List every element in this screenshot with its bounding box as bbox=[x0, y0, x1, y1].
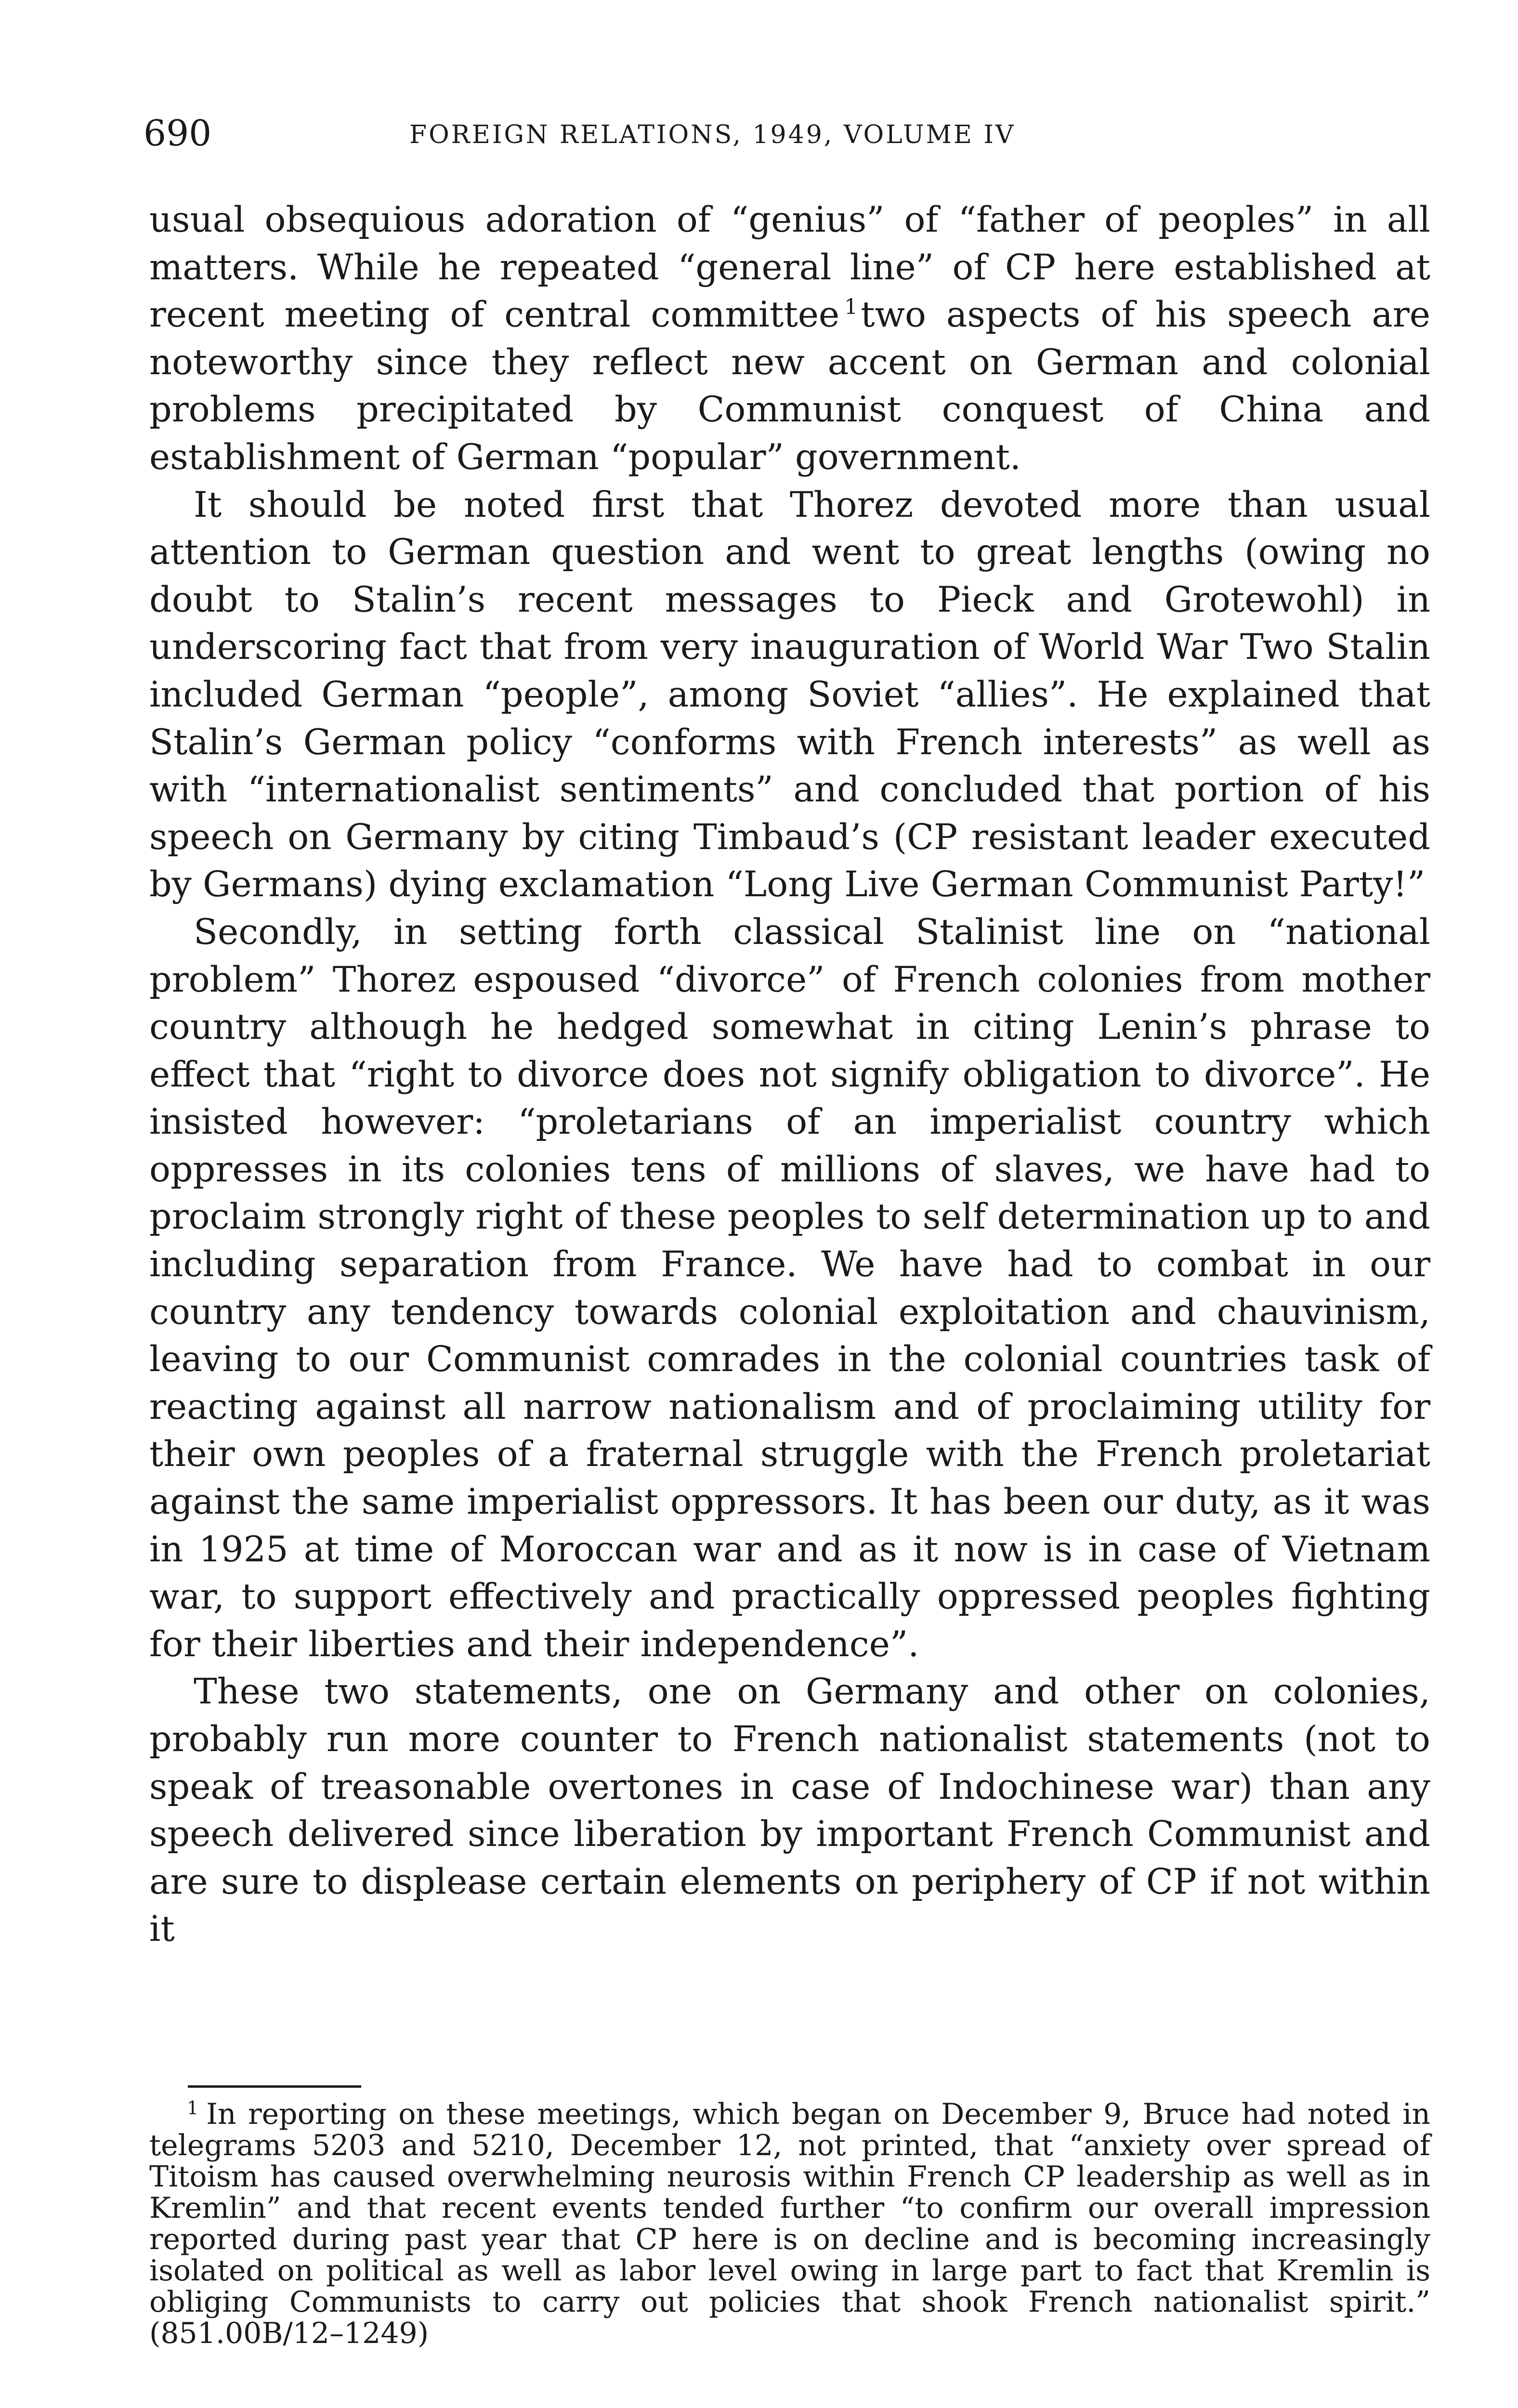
page-number: 690 bbox=[144, 113, 212, 154]
footnote-marker: 1 bbox=[187, 2097, 199, 2119]
running-head: FOREIGN RELATIONS, 1949, VOLUME IV bbox=[409, 120, 1016, 149]
paragraph-3: Secondly, in setting forth classical Stalinist line on “national problem” Thorez espoused “divorce” of French colonies from mother country although he hedged somewhat in citing Lenin’s phrase to effect that “right to divorce does not signify obligation to divorce”. He insisted however: “proletarians of an imperialist country which oppresses in its colonies tens of millions of slaves, we have had to proclaim strongly right of these peoples to self determination up to and including separation from France. We have had to combat in our country any tendency towards colonial exploitation and chauvinism, leaving to our Communist comrades in the colonial countries task of reacting against all narrow nationalism and of proclaiming utility for their own peoples of a fraternal struggle with the French proletariat against the same imperialist oppressors. It has been our duty, as it was in 1925 at time of Moroccan war and as it now is in case of Vietnam war, to support effectively and practically oppressed peoples fighting for their liberties and their independence”. bbox=[149, 911, 1430, 1665]
footnote-divider bbox=[188, 2085, 361, 2088]
footnote-text: In reporting on these meetings, which began on December 9, Bruce had noted in telegrams 5203 and 5210, December 12, not printed, that “anxiety over spread of Titoism has caused overwhelming neurosis within French CP leadership as well as in Kremlin” and that recent events tended further “to confirm our overall impression reported during past year that CP here is on decline and is becoming increasingly isolated on political as well as labor level owing in large part to fact that Kremlin is obliging Communists to carry out policies that shook French nationalist spirit.” (851.00B/12–1249) bbox=[149, 2097, 1430, 2350]
paragraph-4: These two statements, one on Germany and other on colonies, probably run more counter to French nationalist statements (not to speak of treasonable overtones in case of Indochinese war) than any speech delivered since liberation by important French Communist and are sure to displease certain elements on periphery of CP if not within it bbox=[149, 1671, 1430, 1950]
body-text bbox=[149, 196, 1430, 1953]
paragraph-1-text: usual obsequious adoration of “genius” of “father of peoples” in all matters. While he repeated “general line” of CP here established at recent meeting of central committee bbox=[149, 199, 1430, 336]
paragraph-1-continuation: two aspects of his speech are noteworthy since they reflect new accent on German and colonial problems precipitated by Communist conquest of China and establishment of German “popular” government. bbox=[149, 294, 1430, 478]
paragraph-2: It should be noted first that Thorez devoted more than usual attention to German question and went to great lengths (owing no doubt to Stalin’s recent messages to Pieck and Grotewohl) in underscoring fact that from very inauguration of World War Two Stalin included German “people”, among Soviet “allies”. He explained that Stalin’s German policy “conforms with French interests” as well as with “internationalist sentiments” and concluded that portion of his speech on Germany by citing Timbaud’s (CP resistant leader executed by Germans) dying exclamation “Long Live German Communist Party!” bbox=[149, 484, 1430, 905]
paragraph-1 bbox=[149, 196, 1430, 482]
footnote-reference: 1 bbox=[844, 295, 858, 320]
page-header bbox=[140, 112, 1440, 155]
footnote bbox=[149, 2099, 1430, 2349]
